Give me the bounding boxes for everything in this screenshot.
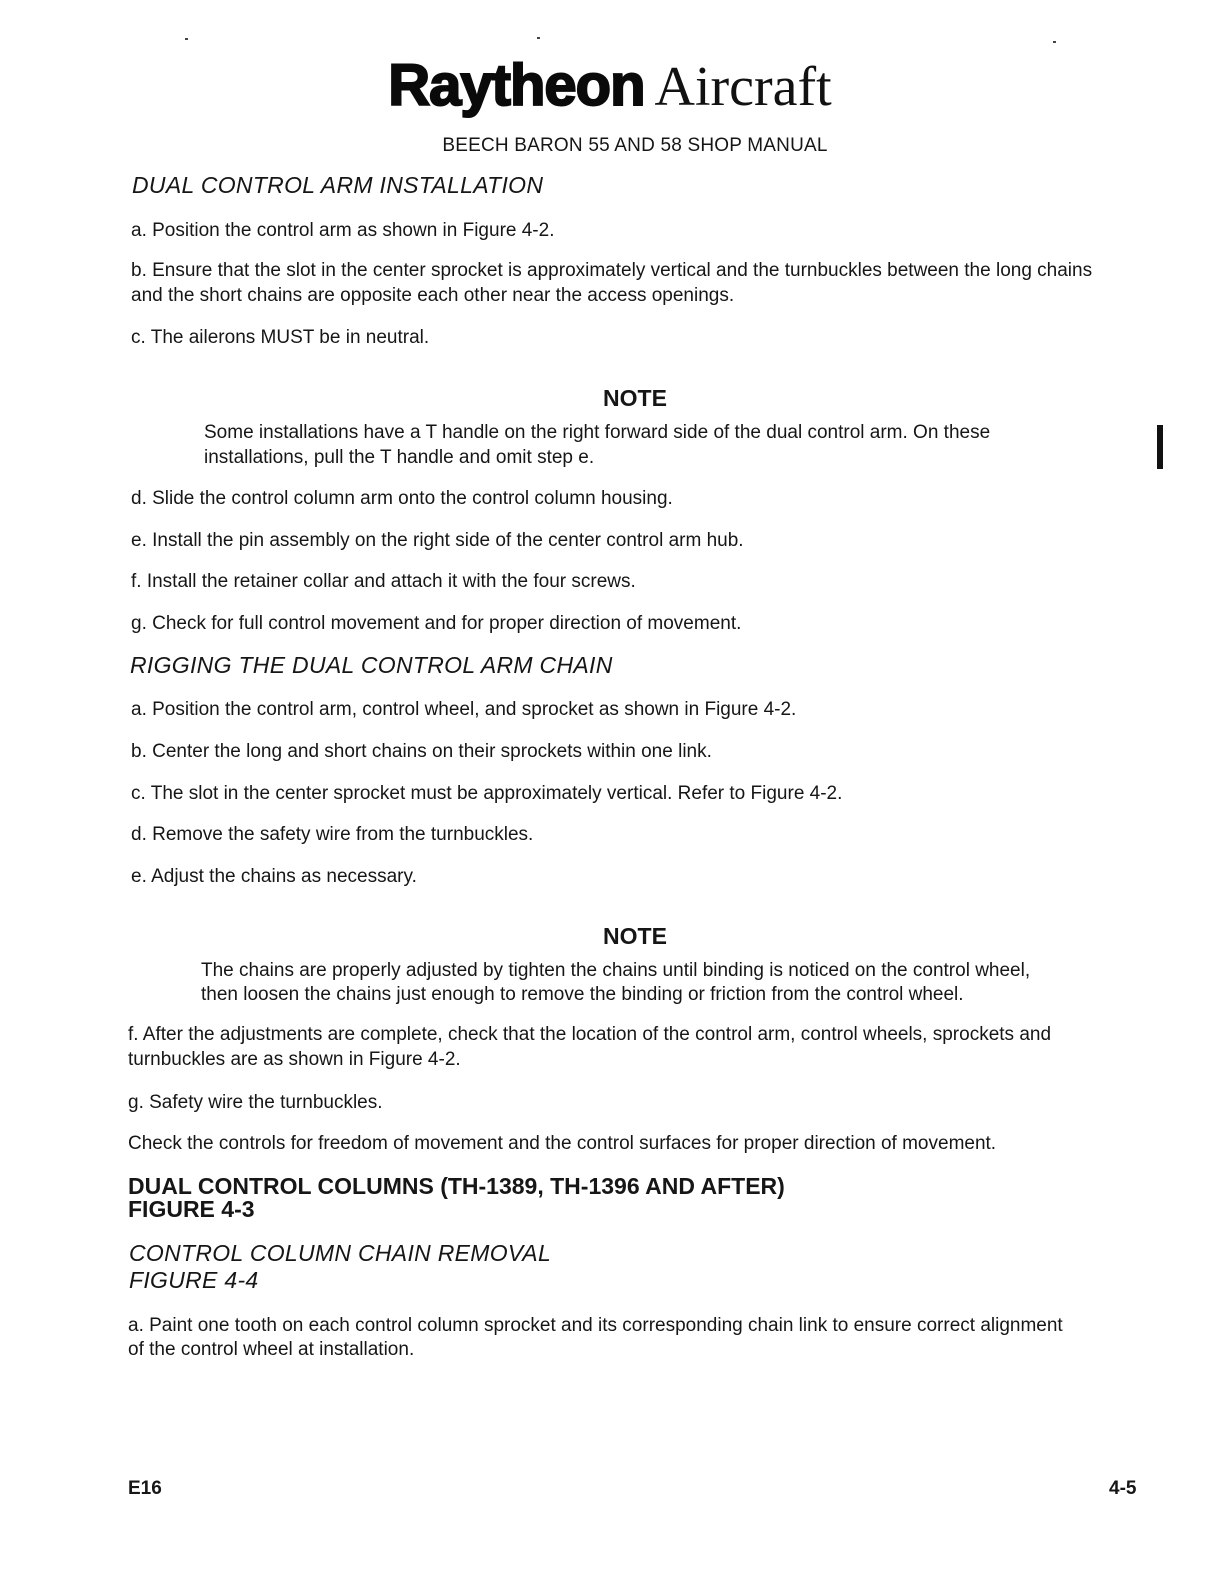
step-line: f. After the adjustments are complete, check that the location of the control arm, control wheels, sprockets and (128, 1024, 1052, 1045)
footer-page-number: 4-5 (1109, 1478, 1137, 1499)
note-line: installations, pull the T handle and omit step e. (204, 447, 595, 468)
step-line: g. Check for full control movement and for proper direction of movement. (131, 613, 742, 634)
note-line: Some installations have a T handle on the right forward side of the dual control arm. On these (204, 422, 991, 443)
page-header (0, 52, 1220, 119)
manual-title: BEECH BARON 55 AND 58 SHOP MANUAL (442, 135, 828, 156)
note-line: then loosen the chains just enough to remove the binding or friction from the control wheel. (201, 984, 964, 1005)
section-heading-dual-control-arm-installation: DUAL CONTROL ARM INSTALLATION (132, 172, 544, 198)
step-line: c. The slot in the center sprocket must be approximately vertical. Refer to Figure 4-2. (131, 783, 843, 804)
scan-speck (537, 37, 540, 39)
revision-change-bar (1157, 425, 1163, 469)
step-line: e. Adjust the chains as necessary. (131, 866, 417, 887)
logo-brand: Raytheon (388, 53, 645, 118)
raytheon-logo (388, 52, 831, 119)
note-title: NOTE (603, 923, 667, 949)
footer-revision-code: E16 (128, 1478, 162, 1499)
step-line: a. Paint one tooth on each control column sprocket and its corresponding chain link to ensure correct alignment (128, 1315, 1063, 1336)
step-line: e. Install the pin assembly on the right side of the center control arm hub. (131, 530, 744, 551)
note-line: The chains are properly adjusted by tighten the chains until binding is noticed on the control wheel, (201, 960, 1031, 981)
section-heading-chain-removal: CONTROL COLUMN CHAIN REMOVAL (129, 1240, 552, 1266)
step-line: c. The ailerons MUST be in neutral. (131, 327, 430, 348)
step-line-continued: of the control wheel at installation. (128, 1339, 415, 1360)
step-line: b. Center the long and short chains on their sprockets within one link. (131, 741, 712, 762)
section-heading-dual-control-columns: DUAL CONTROL COLUMNS (TH-1389, TH-1396 AND AFTER) (128, 1173, 785, 1199)
step-line: g. Safety wire the turnbuckles. (128, 1092, 383, 1113)
scan-speck (1053, 41, 1056, 43)
closing-paragraph: Check the controls for freedom of movement and the control surfaces for proper direction of movement. (128, 1133, 997, 1154)
step-line: d. Slide the control column arm onto the control column housing. (131, 488, 673, 509)
note-title: NOTE (603, 385, 667, 411)
logo-suffix: Aircraft (654, 56, 832, 118)
step-line: f. Install the retainer collar and attach it with the four screws. (131, 571, 636, 592)
figure-reference: FIGURE 4-4 (129, 1267, 259, 1293)
section-heading-rigging-chain: RIGGING THE DUAL CONTROL ARM CHAIN (130, 652, 613, 678)
step-line: a. Position the control arm, control wheel, and sprocket as shown in Figure 4-2. (131, 699, 797, 720)
step-line-continued: and the short chains are opposite each other near the access openings. (131, 285, 735, 306)
figure-reference: FIGURE 4-3 (128, 1196, 255, 1222)
step-line: b. Ensure that the slot in the center sprocket is approximately vertical and the turnbuckles between the long chains (131, 260, 1093, 281)
step-line: a. Position the control arm as shown in Figure 4-2. (131, 220, 555, 241)
scan-speck (185, 38, 188, 40)
step-line-continued: turnbuckles are as shown in Figure 4-2. (128, 1049, 461, 1070)
step-line: d. Remove the safety wire from the turnbuckles. (131, 824, 534, 845)
